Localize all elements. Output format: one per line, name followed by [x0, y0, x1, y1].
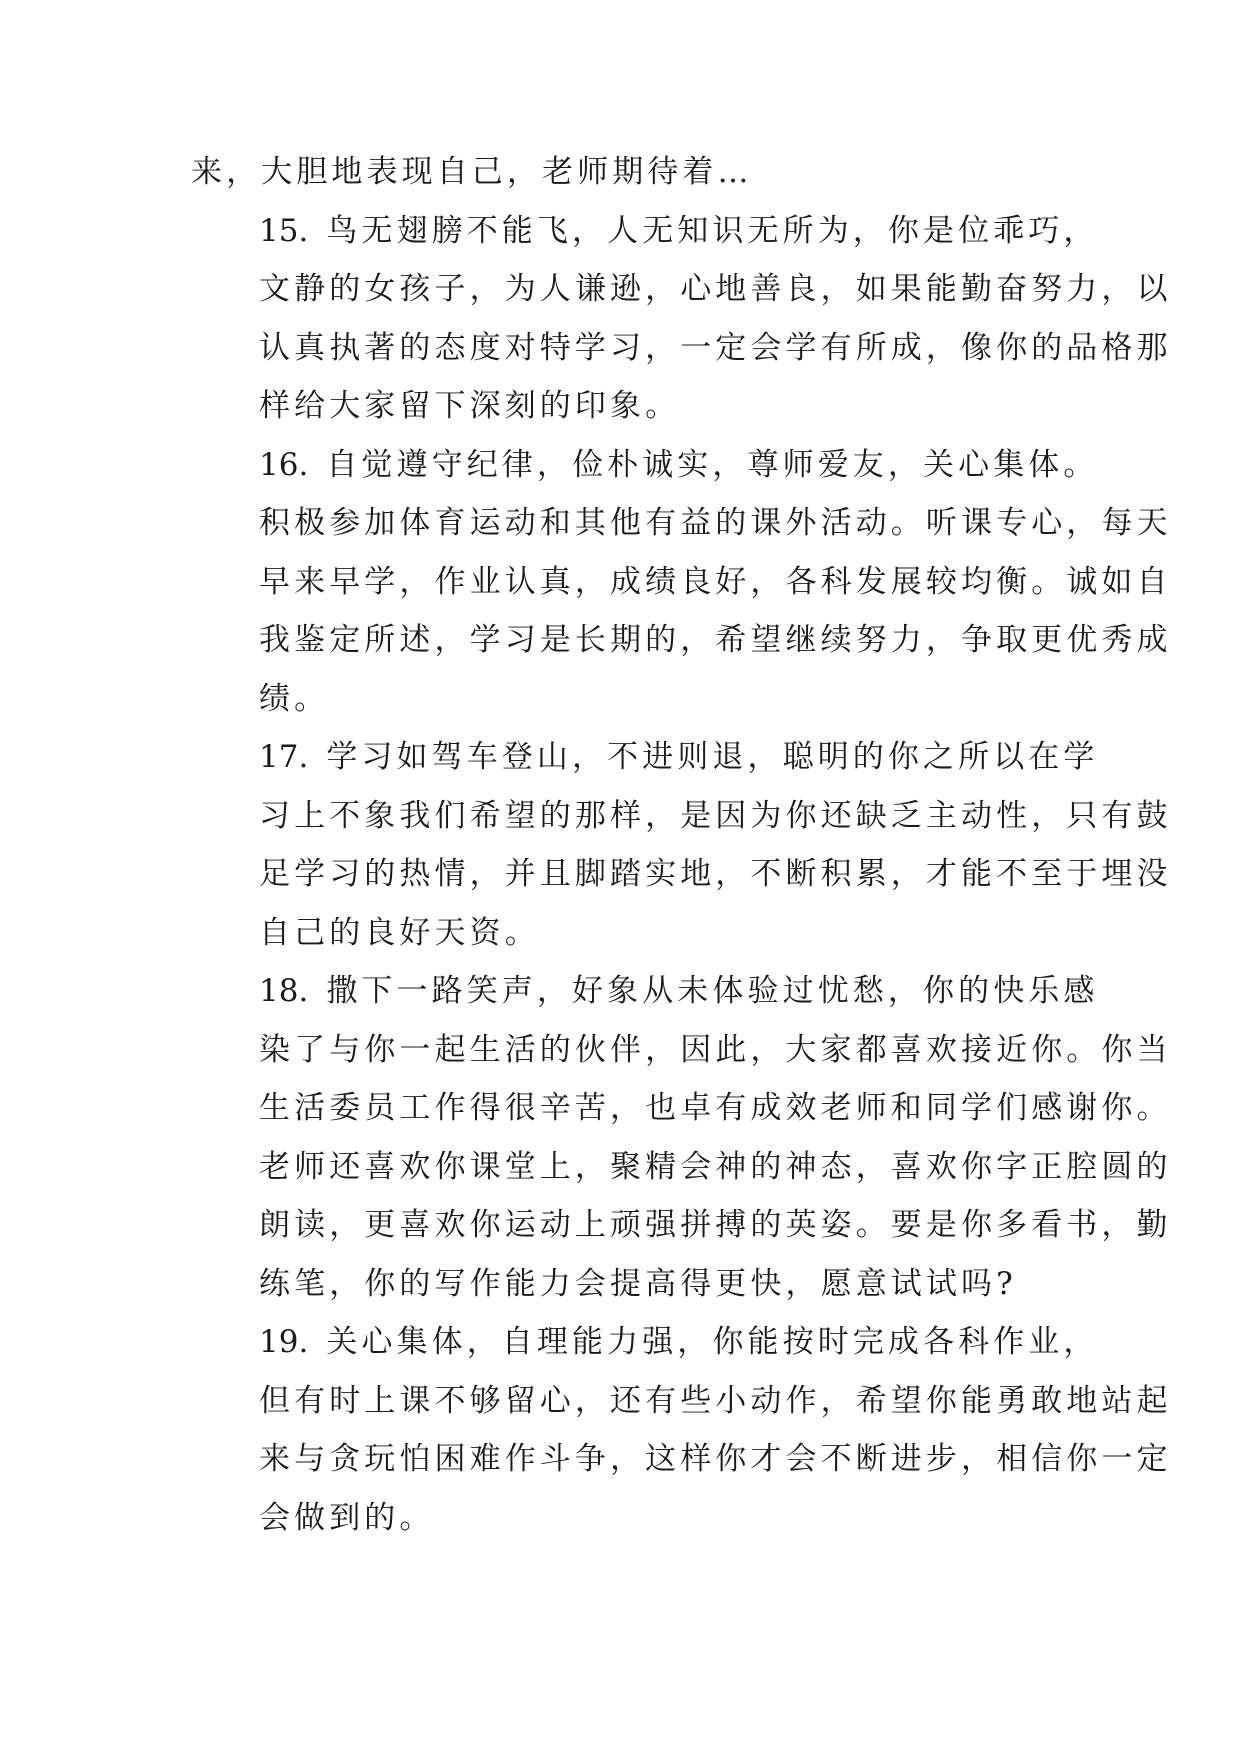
paragraph-line: 足学习的热情，并且脚踏实地，不断积累，才能不至于埋没	[259, 856, 1172, 892]
paragraph-line: 认真执著的态度对特学习，一定会学有所成，像你的品格那	[259, 329, 1172, 366]
paragraph-line: 朗读，更喜欢你运动上顽强拼搏的英姿。要是你多看书，勤	[259, 1207, 1172, 1243]
paragraph-line: 文静的女孩子，为人谦逊，心地善良，如果能勤奋努力，以	[259, 271, 1172, 307]
paragraph-line: 鸟无翅膀不能飞，人无知识无所为，你是位乖巧，	[326, 212, 1099, 249]
paragraph-first-line	[191, 436, 1099, 495]
paragraph-16	[191, 436, 1172, 729]
paragraph-line: 早来早学，作业认真，成绩良好，各科发展较均衡。诚如自	[259, 563, 1172, 600]
paragraph-line: 但有时上课不够留心，还有些小动作，希望你能勇敢地站起	[259, 1382, 1172, 1419]
paragraph-line: 会做到的。	[259, 1499, 435, 1536]
paragraph-first-line	[191, 728, 1099, 787]
paragraph-19	[191, 1313, 1172, 1547]
paragraph-number: 16.	[259, 446, 309, 483]
paragraph-continuation	[191, 143, 1071, 202]
paragraph-line: 习上不象我们希望的那样，是因为你还缺乏主动性，只有鼓	[259, 797, 1172, 834]
paragraph-first-line	[191, 202, 1099, 261]
paragraph-number: 19.	[259, 1324, 309, 1360]
paragraph-first-line	[191, 962, 1099, 1021]
paragraph-line: 样给大家留下深刻的印象。	[259, 388, 681, 424]
paragraph-line: 撒下一路笑声，好象从未体验过忧愁，你的快乐感	[326, 973, 1099, 1009]
paragraph-number: 15.	[259, 212, 309, 249]
paragraph-line: 自觉遵守纪律，俭朴诚实，尊师爱友，关心集体。	[326, 446, 1099, 483]
paragraph-line: 自己的良好天资。	[259, 914, 540, 951]
paragraph-15	[191, 202, 1172, 436]
paragraph-line: 染了与你一起生活的伙伴，因此，大家都喜欢接近你。你当	[259, 1031, 1172, 1068]
paragraph-line: 关心集体，自理能力强，你能按时完成各科作业，	[326, 1324, 1099, 1360]
document-body	[191, 143, 1172, 1547]
paragraph-line: 我鉴定所述，学习是长期的，希望继续努力，争取更优秀成	[259, 622, 1172, 658]
paragraph-line: 练笔，你的写作能力会提高得更快，愿意试试吗?	[259, 1265, 1017, 1302]
paragraph-17	[191, 728, 1172, 962]
paragraph-line: 老师还喜欢你课堂上，聚精会神的神态，喜欢你字正腔圆的	[259, 1148, 1172, 1185]
paragraph-line: 来与贪玩怕困难作斗争，这样你才会不断进步，相信你一定	[259, 1441, 1172, 1477]
paragraph-line: 学习如驾车登山，不进则退，聪明的你之所以在学	[326, 739, 1099, 775]
paragraph-line: 来，大胆地表现自己，老师期待着…	[191, 154, 753, 190]
paragraph-first-line	[191, 1313, 1099, 1372]
paragraph-line: 生活委员工作得很辛苦，也卓有成效老师和同学们感谢你。	[259, 1090, 1172, 1126]
paragraph-18	[191, 962, 1172, 1313]
paragraph-line: 绩。	[259, 680, 330, 717]
paragraph-number: 18.	[259, 973, 309, 1009]
paragraph-line: 积极参加体育运动和其他有益的课外活动。听课专心，每天	[259, 505, 1172, 541]
paragraph-number: 17.	[259, 739, 309, 775]
